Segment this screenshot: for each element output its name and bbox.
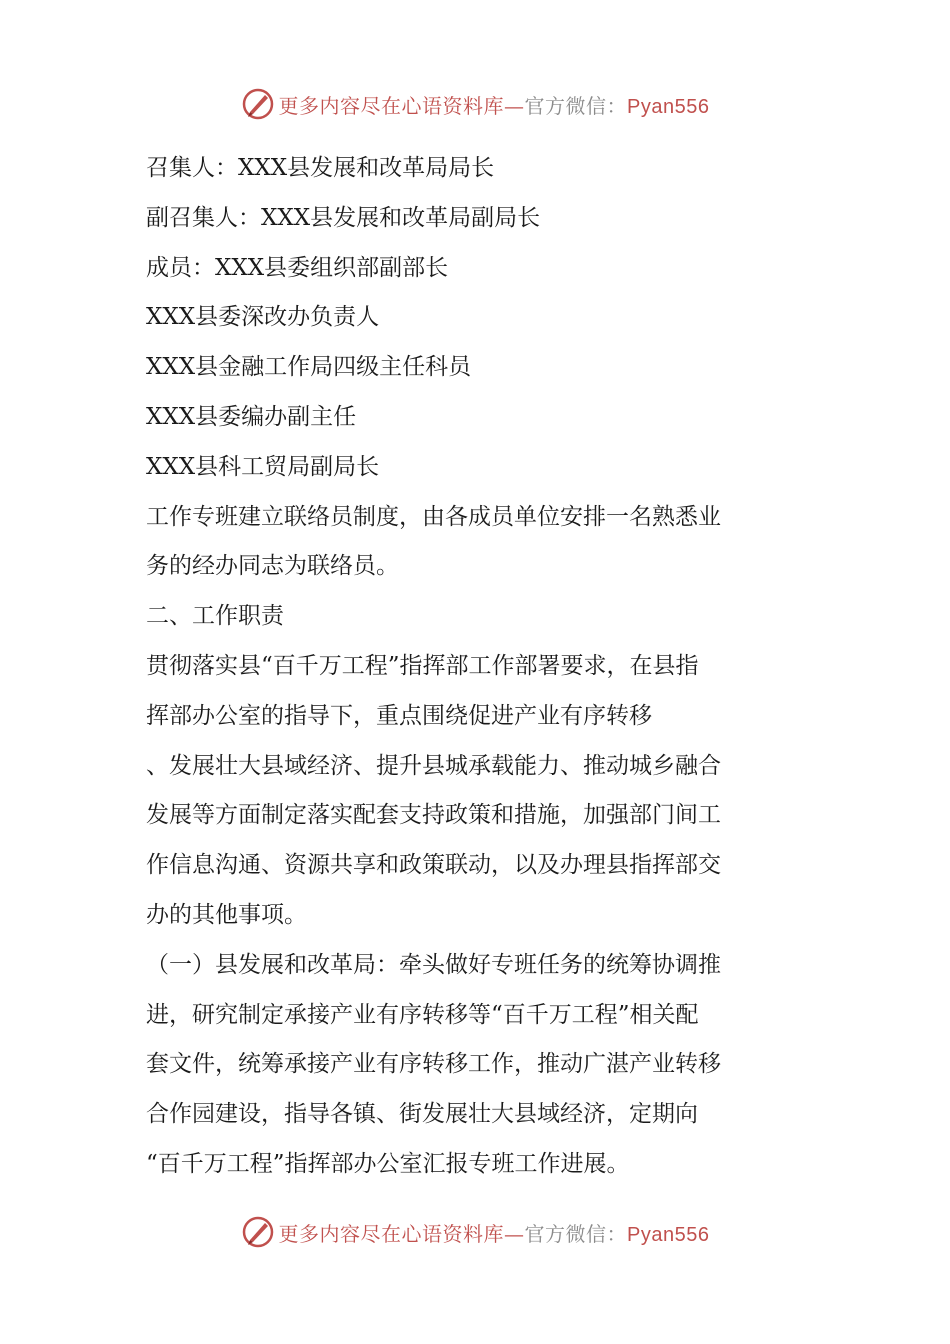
text-line: 挥部办公室的指导下，重点围绕促进产业有序转移 xyxy=(146,702,652,729)
text-line: 召集人：XXX县发展和改革局局长 xyxy=(146,155,495,181)
text-line: 务的经办同志为联络员。 xyxy=(146,553,399,580)
text-line: 贯彻落实县“百千万工程”指挥部工作部署要求，在县指 xyxy=(146,652,699,679)
text-line: 发展等方面制定落实配套支持政策和措施，加强部门间工 xyxy=(146,802,721,829)
text-line: 套文件，统筹承接产业有序转移工作，推动广湛产业转移 xyxy=(146,1051,721,1078)
banner-text: 更多内容尽在心语资料库—官方微信：Pyan556 xyxy=(278,1221,710,1246)
section-heading: 二、工作职责 xyxy=(146,603,284,630)
text-line: XXX县委编办副主任 xyxy=(146,403,357,430)
text-line: 合作园建设，指导各镇、街发展壮大县域经济，定期向 xyxy=(146,1101,698,1128)
text-line: 办的其他事项。 xyxy=(146,901,307,928)
pen-circle-logo-icon xyxy=(241,87,275,121)
text-line: 、发展壮大县域经济、提升县城承载能力、推动城乡融合 xyxy=(146,752,721,779)
text-line: XXX县科工贸局副局长 xyxy=(146,453,380,480)
text-line: XXX县委深改办负责人 xyxy=(146,304,380,331)
pen-circle-logo-icon xyxy=(241,1215,275,1249)
text-line: 成员：XXX县委组织部副部长 xyxy=(146,254,449,281)
text-line: 工作专班建立联络员制度，由各成员单位安排一名熟悉业 xyxy=(146,503,721,530)
text-line: XXX县金融工作局四级主任科员 xyxy=(146,354,472,381)
text-line: 副召集人：XXX县发展和改革局副局长 xyxy=(146,204,541,231)
footer-banner xyxy=(0,1210,950,1254)
text-line: 作信息沟通、资源共享和政策联动，以及办理县指挥部交 xyxy=(146,852,721,879)
text-line: （一）县发展和改革局：牵头做好专班任务的统筹协调推 xyxy=(146,951,721,978)
header-banner xyxy=(0,82,950,126)
text-line: 进，研究制定承接产业有序转移等“百千万工程”相关配 xyxy=(146,1001,699,1028)
banner-text: 更多内容尽在心语资料库—官方微信：Pyan556 xyxy=(278,93,710,118)
text-line: “百千万工程”指挥部办公室汇报专班工作进展。 xyxy=(146,1150,630,1177)
document-body xyxy=(146,144,806,1190)
